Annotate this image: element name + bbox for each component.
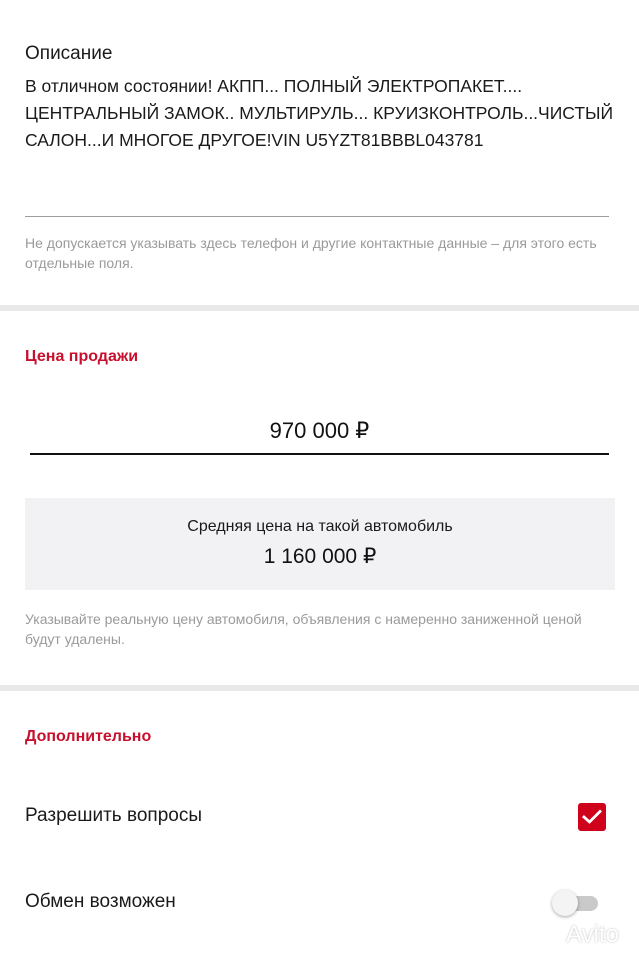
avito-logo-icon <box>532 920 562 950</box>
allow-questions-label: Разрешить вопросы <box>25 805 203 826</box>
watermark-text: Avito <box>566 921 619 948</box>
description-label: Описание <box>25 43 113 64</box>
price-section-title: Цена продажи <box>25 348 139 365</box>
avito-watermark <box>532 918 632 952</box>
average-price-box <box>25 498 615 590</box>
price-card <box>0 311 639 685</box>
description-underline <box>25 216 609 217</box>
description-textarea[interactable]: В отличном состоянии! АКПП... ПОЛНЫЙ ЭЛЕКТРОПАКЕТ.... ЦЕНТРАЛЬНЫЙ ЗАМОК.. МУЛЬТИРУЛЬ... КРУИЗКОНТРОЛЬ...ЧИСТЫЙ САЛОН...И МНОГОЕ ДРУГОЕ!VIN U5YZT81BBBL043781 <box>25 76 614 150</box>
exchange-possible-toggle[interactable] <box>552 888 600 918</box>
price-underline <box>30 453 609 455</box>
average-price-label: Средняя цена на такой автомобиль <box>187 518 453 535</box>
exchange-possible-label: Обмен возможен <box>25 891 176 912</box>
average-price-value: 1 160 000 ₽ <box>263 545 377 568</box>
checkmark-icon <box>582 809 602 825</box>
allow-questions-row[interactable] <box>0 787 639 847</box>
toggle-thumb <box>552 890 578 916</box>
price-input[interactable]: 970 000 ₽ <box>269 418 370 443</box>
allow-questions-checkbox[interactable] <box>578 803 606 831</box>
description-card <box>0 0 639 305</box>
description-hint: Не допускается указывать здесь телефон и другие контактные данные – для этого есть отдельные поля. <box>25 235 597 271</box>
price-hint: Указывайте реальную цену автомобиля, объявления с намеренно заниженной ценой будут удалены. <box>25 611 582 647</box>
extra-section-title: Дополнительно <box>25 728 152 745</box>
